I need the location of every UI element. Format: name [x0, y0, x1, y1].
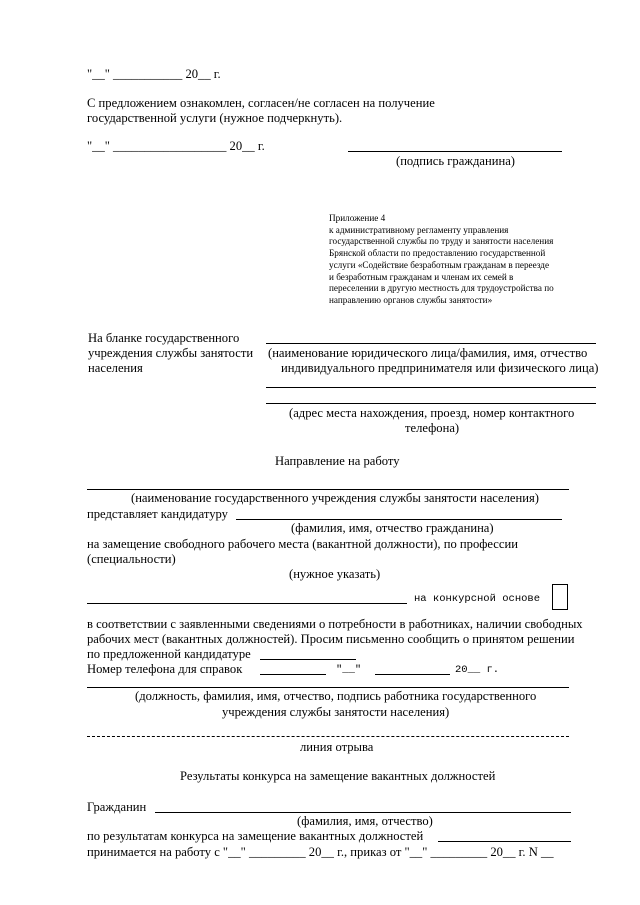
appendix-line: и безработным гражданам и членам их семей в: [329, 271, 514, 282]
tear-line-caption: линия отрыва: [300, 740, 374, 754]
profession-line: [87, 603, 407, 604]
appendix-line: к административному регламенту управления: [329, 224, 509, 235]
org-name-line: [87, 489, 569, 490]
results-title: Результаты конкурса на замещение вакантных должностей: [180, 769, 496, 783]
appendix-line: переселении в другую местность для трудоустройства по: [329, 283, 554, 294]
body-line-3: по предложенной кандидатуре: [87, 647, 251, 661]
appendix-line: государственной службы по труду и занятости населения: [329, 236, 554, 247]
acknowledge-line-1: С предложением ознакомлен, согласен/не согласен на получение: [87, 96, 435, 110]
vacancy-line-1: на замещение свободного рабочего места (вакантной должности), по профессии: [87, 537, 518, 551]
signer-line: [87, 687, 569, 688]
candidate-caption: (фамилия, имя, отчество гражданина): [291, 521, 494, 535]
signature-line: [348, 151, 562, 152]
body-line-1: в соответствии с заявленными сведениями о потребности в работниках, наличии свободных: [87, 617, 583, 631]
candidate-label: представляет кандидатуру: [87, 507, 228, 521]
employer-name-line: [266, 343, 596, 344]
results-line-1: по результатам конкурса на замещение вакантных должностей: [87, 829, 424, 843]
letterhead-left-line: учреждения службы занятости: [88, 346, 254, 360]
signer-caption-1: (должность, фамилия, имя, отчество, подпись работника государственного: [135, 689, 537, 703]
phone-date-quote: "__": [336, 664, 362, 676]
tear-line: [87, 736, 569, 737]
date-line-top: "__" ___________ 20__ г.: [87, 67, 221, 81]
citizen-label: Гражданин: [87, 800, 147, 814]
acknowledge-line-2: государственной услуги (нужное подчеркнуть).: [87, 111, 343, 125]
direction-title: Направление на работу: [275, 454, 400, 468]
results-line-1-blank: [438, 841, 571, 842]
phone-line: [260, 674, 326, 675]
appendix-line: услуги «Содействие безработным гражданам в переезде: [329, 259, 550, 270]
body-line-2: рабочих мест (вакантных должностей). Просим письменно сообщить о принятом решении: [87, 632, 575, 646]
competitive-basis-checkbox[interactable]: [552, 584, 568, 610]
appendix-line: направлению органов службы занятости»: [329, 294, 493, 305]
phone-year: 20__ г.: [455, 664, 500, 676]
specify-caption: (нужное указать): [289, 567, 381, 581]
phone-month-line: [375, 674, 450, 675]
vacancy-line-2: (специальности): [87, 552, 176, 566]
results-line-2: принимается на работу с "__" _________ 20__ г., приказ от "__" _________ 20__ г. N __: [87, 845, 554, 859]
candidate-line: [236, 519, 562, 520]
address-caption-2: телефона): [405, 421, 460, 435]
letterhead-left-line: На бланке государственного: [88, 331, 240, 345]
address-caption-1: (адрес места нахождения, проезд, номер контактного: [289, 406, 575, 420]
letterhead-left-line: населения: [88, 361, 143, 375]
candidate-decision-line: [260, 659, 356, 660]
appendix-line: Брянской области по предоставлению государственной: [329, 248, 546, 259]
competitive-basis-label: на конкурсной основе: [414, 593, 541, 605]
signer-caption-2: учреждения службы занятости населения): [222, 705, 450, 719]
citizen-caption: (фамилия, имя, отчество): [297, 814, 433, 828]
address-line: [266, 403, 596, 404]
org-caption: (наименование государственного учреждения службы занятости населения): [131, 491, 539, 505]
employer-caption-2: индивидуального предпринимателя или физического лица): [281, 361, 599, 375]
employer-caption-1: (наименование юридического лица/фамилия, имя, отчество: [268, 346, 588, 360]
phone-label: Номер телефона для справок: [87, 662, 243, 676]
appendix-note: [329, 213, 598, 307]
employer-extra-line: [266, 387, 596, 388]
date-line-second: "__" __________________ 20__ г.: [87, 139, 265, 153]
citizen-line: [155, 812, 571, 813]
signature-caption: (подпись гражданина): [396, 154, 515, 168]
appendix-line: Приложение 4: [329, 213, 386, 223]
